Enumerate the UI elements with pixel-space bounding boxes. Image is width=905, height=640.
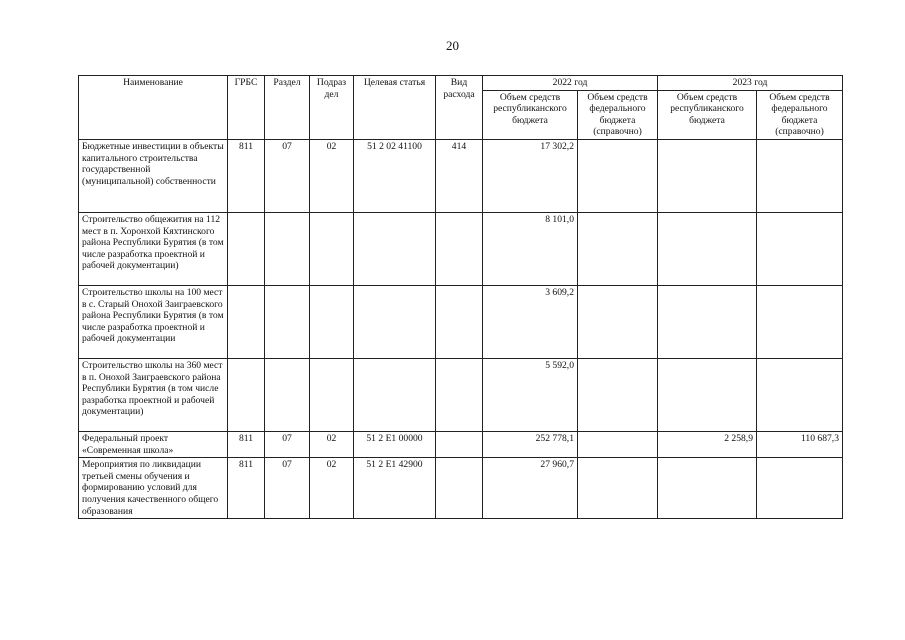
header-name: Наименование: [79, 76, 228, 140]
cell-subsection: 02: [310, 458, 354, 519]
cell-name: Мероприятия по ликвидации третьей смены обучения и формированию условий для получения качественного общего образования: [79, 458, 228, 519]
cell-federal-2023: [757, 358, 843, 431]
header-row-top: [79, 76, 843, 91]
cell-federal-2022: [578, 139, 658, 212]
cell-republic-2022: 17 302,2: [483, 139, 578, 212]
cell-name: Строительство школы на 360 мест в п. Онохой Заиграевского района Республики Бурятия (в том числе разработка проектной и рабочей документации): [79, 358, 228, 431]
header-federal-2023: Объем средств федерального бюджета (справочно): [757, 90, 843, 139]
cell-federal-2022: [578, 285, 658, 358]
table-row: [79, 431, 843, 457]
cell-federal-2022: [578, 358, 658, 431]
cell-target-article: [354, 212, 436, 285]
header-section: Раздел: [265, 76, 310, 140]
cell-subsection: 02: [310, 431, 354, 457]
budget-table: [78, 75, 843, 519]
cell-name: Бюджетные инвестиции в объекты капитального строительства государственной (муниципальной) собственности: [79, 139, 228, 212]
cell-republic-2023: 2 258,9: [658, 431, 757, 457]
cell-republic-2023: [658, 212, 757, 285]
header-subsection: Подраз дел: [310, 76, 354, 140]
header-grbs: ГРБС: [228, 76, 265, 140]
cell-subsection: 02: [310, 139, 354, 212]
cell-subsection: [310, 285, 354, 358]
header-year-2022: 2022 год: [483, 76, 658, 91]
cell-target-article: [354, 358, 436, 431]
cell-expense-type: [436, 358, 483, 431]
cell-federal-2023: [757, 212, 843, 285]
cell-grbs: [228, 285, 265, 358]
cell-federal-2023: [757, 285, 843, 358]
cell-section: 07: [265, 458, 310, 519]
cell-expense-type: [436, 431, 483, 457]
cell-target-article: 51 2 E1 42900: [354, 458, 436, 519]
header-expense-type: Вид расхода: [436, 76, 483, 140]
cell-target-article: 51 2 02 41100: [354, 139, 436, 212]
cell-republic-2022: 27 960,7: [483, 458, 578, 519]
page-number: 20: [446, 38, 459, 53]
cell-section: [265, 212, 310, 285]
cell-name: Строительство общежития на 112 мест в п. Хоронхой Кяхтинского района Республики Бурятия (в том числе разработка проектной и рабочей документации): [79, 212, 228, 285]
cell-grbs: 811: [228, 431, 265, 457]
cell-republic-2022: 3 609,2: [483, 285, 578, 358]
cell-subsection: [310, 212, 354, 285]
cell-republic-2023: [658, 458, 757, 519]
cell-name: Федеральный проект «Современная школа»: [79, 431, 228, 457]
cell-grbs: 811: [228, 458, 265, 519]
cell-federal-2023: 110 687,3: [757, 431, 843, 457]
cell-target-article: 51 2 E1 00000: [354, 431, 436, 457]
cell-name: Строительство школы на 100 мест в с. Старый Онохой Заиграевского района Республики Бурятия (в том числе разработка проектной и рабочей документации: [79, 285, 228, 358]
table-row: [79, 139, 843, 212]
cell-grbs: [228, 212, 265, 285]
table-row: [79, 458, 843, 519]
cell-section: 07: [265, 431, 310, 457]
table-row: [79, 212, 843, 285]
cell-federal-2023: [757, 139, 843, 212]
cell-federal-2023: [757, 458, 843, 519]
header-year-2023: 2023 год: [658, 76, 843, 91]
header-federal-2022: Объем средств федерального бюджета (справочно): [578, 90, 658, 139]
cell-section: [265, 285, 310, 358]
cell-expense-type: [436, 212, 483, 285]
cell-republic-2023: [658, 285, 757, 358]
cell-federal-2022: [578, 458, 658, 519]
cell-section: 07: [265, 139, 310, 212]
header-republic-2023: Объем средств республиканского бюджета: [658, 90, 757, 139]
cell-republic-2022: 8 101,0: [483, 212, 578, 285]
cell-republic-2022: 252 778,1: [483, 431, 578, 457]
cell-expense-type: 414: [436, 139, 483, 212]
cell-republic-2023: [658, 358, 757, 431]
cell-expense-type: [436, 458, 483, 519]
cell-subsection: [310, 358, 354, 431]
cell-target-article: [354, 285, 436, 358]
cell-federal-2022: [578, 431, 658, 457]
header-republic-2022: Объем средств республиканского бюджета: [483, 90, 578, 139]
cell-republic-2022: 5 592,0: [483, 358, 578, 431]
cell-grbs: [228, 358, 265, 431]
cell-republic-2023: [658, 139, 757, 212]
cell-section: [265, 358, 310, 431]
cell-grbs: 811: [228, 139, 265, 212]
header-target-article: Целевая статья: [354, 76, 436, 140]
table-row: [79, 358, 843, 431]
cell-expense-type: [436, 285, 483, 358]
cell-federal-2022: [578, 212, 658, 285]
table-row: [79, 285, 843, 358]
